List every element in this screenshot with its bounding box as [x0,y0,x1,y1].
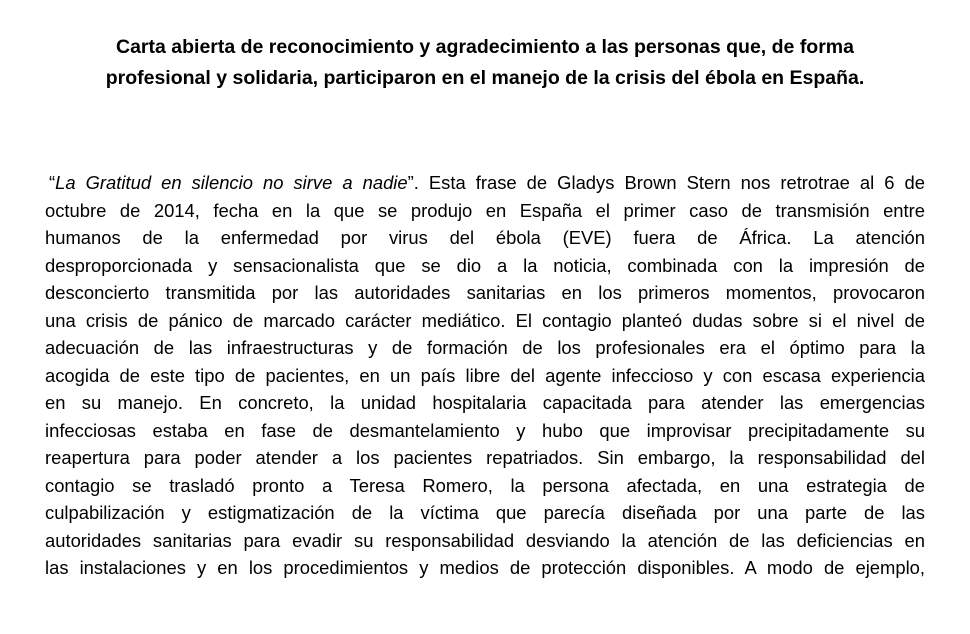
body-paragraph [45,169,925,582]
body-line: reapertura para poder atender a los pacientes repatriados. Sin embargo, la responsabilidad del [45,447,925,468]
body-line: autoridades sanitarias para evadir su responsabilidad desviando la atención de las deficiencias en [45,529,925,551]
body-line: las instalaciones y en los procedimientos y medios de protección disponibles. A modo de ejemplo, [45,557,925,578]
title-line: Carta abierta de reconocimiento y agradecimiento a las personas que, de forma [116,36,854,58]
body-line: desconcierto transmitida por las autoridades sanitarias en los primeros momentos, provocaron [45,282,925,303]
body-line: culpabilización y estigmatización de la víctima que parecía diseñada por una parte de las [45,502,925,523]
open-quote-mark: “ [49,172,56,193]
body-line: infecciosas estaba en fase de desmantelamiento y hubo que improvisar precipitadamente su [45,419,925,441]
body-line [45,169,925,197]
body-line: contagio se trasladó pronto a Teresa Romero, la persona afectada, en una estrategia de [45,474,925,496]
body-line: desproporcionada y sensacionalista que se dio a la noticia, combinada con la impresión de [45,254,925,276]
document-title [60,32,910,94]
body-line: una crisis de pánico de marcado carácter mediático. El contagio planteó dudas sobre si el nivel de [45,309,925,331]
body-line: octubre de 2014, fecha en la que se produjo en España el primer caso de transmisión entre [45,199,925,221]
quoted-phrase: La Gratitud en silencio no sirve a nadie [55,172,408,193]
close-quote-mark: ” [407,172,414,193]
body-line: humanos de la enfermedad por virus del ébola (EVE) fuera de África. La atención [45,227,925,248]
body-line: en su manejo. En concreto, la unidad hospitalaria capacitada para atender las emergencias [45,392,925,413]
body-line: adecuación de las infraestructuras y de formación de los profesionales era el óptimo para la [45,337,925,358]
body-line: acogida de este tipo de pacientes, en un país libre del agente infeccioso y con escasa experiencia [45,364,925,386]
title-line: profesional y solidaria, participaron en el manejo de la crisis del ébola en España. [105,67,865,89]
first-line-text: . Esta frase de Gladys Brown Stern nos retrotrae al 6 de [413,172,925,193]
